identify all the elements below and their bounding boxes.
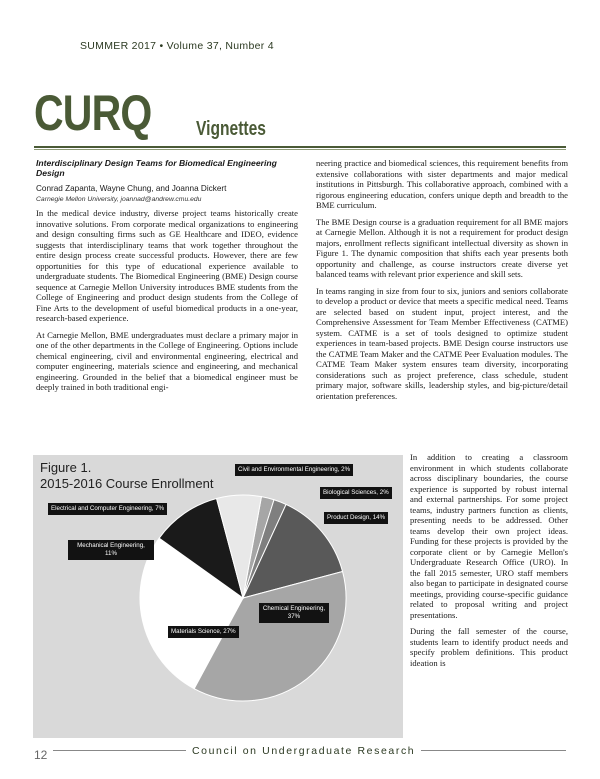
left-column	[36, 208, 298, 399]
paragraph: In teams ranging in size from four to six, juniors and seniors collaborate to develop a product or device that meets a specific medical need. Teams are selected based on student input, project interest, and the Comprehensive Assessment for Team Member Effectiveness (CATME) system. CATME is a set of tools designed to optimize student experiences in team-based projects. BME Design course instructors use the CATME Team Maker and the CATME Peer Evaluation modules. The CATME Team Maker system ensures team diversity, incorporating considerations such as project preference, class schedule, student primary major, software skills, leadership styles, and big-picture/detail orientation preferences.	[316, 285, 568, 401]
figure-subtitle: 2015-2016 Course Enrollment	[40, 476, 214, 491]
issue-line: SUMMER 2017 • Volume 37, Number 4	[80, 40, 274, 52]
paragraph: At Carnegie Mellon, BME undergraduates must declare a primary major in one of the other departments in the College of Engineering. Options include chemical engineering, civil and environmental engineering, electrical and computer engineering, materials science and engineering, and mechanical engineering. Grounded in the belief that a biomedical engineer must be deeply trained in both traditional engi-	[36, 329, 298, 392]
figure-label: Figure 1.	[40, 460, 92, 475]
page-number: 12	[34, 748, 53, 762]
article-authors: Conrad Zapanta, Wayne Chung, and Joanna Dickert	[36, 184, 227, 193]
slice-label-materials: Materials Science, 27%	[168, 626, 239, 638]
curq-logo: CURQ	[34, 85, 152, 141]
figure-title	[40, 460, 213, 492]
paragraph: The BME Design course is a graduation requirement for all BME majors at Carnegie Mellon. Although it is not a requirement for product design majors, enrollment reflects significant intellectual diversity as shown in Figure 1. The dynamic composition that shifts each year presents both opportunity and challenge, as course instructors create diverse yet balanced teams with relevant prior experience and skill sets.	[316, 216, 568, 279]
article-affiliation: Carnegie Mellon University, joannad@andrew.cmu.edu	[36, 196, 202, 203]
slice-label-chemical: Chemical Engineering, 37%	[259, 603, 329, 623]
slice-label-product-design: Product Design, 14%	[324, 512, 388, 524]
paragraph: In the medical device industry, diverse project teams historically create innovative solutions. From corporate medical organizations to engineering and design consulting firms such as GE Healthcare and IDEO, evidence suggests that interdisciplinary teams that work together throughout the entire design process create successful products. However, there are few opportunities for this type of educational experience available to undergraduate students. The Biomedical Engineering (BME) Design course sequence at Carnegie Mellon University introduces BME students from the College of Engineering and product design students from the College of Fine Arts to the development of useful biomedical products in a one-year, research-based experience.	[36, 208, 298, 323]
slice-label-biological: Biological Sciences, 2%	[320, 487, 392, 499]
article-title: Interdisciplinary Design Teams for Biomedical Engineering Design	[36, 158, 277, 178]
footer-organization: Council on Undergraduate Research	[186, 745, 421, 757]
paragraph: In addition to creating a classroom environment in which students collaborate across disciplinary boundaries, the course experience is supported by robust internal and external partnerships. For some project teams, industry partners function as clients, presenting needs to be addressed. Other teams develop their own project ideas. Funding for these projects is provided by the corporate client or by Carnegie Mellon's Undergraduate Research Office (URO). In the fall 2015 semester, URO staff members also began to participate in designated course meetings, providing course-specific guidance related to proposal writing and project presentations.	[410, 452, 568, 620]
header-rule-thin	[34, 149, 566, 150]
right-column	[316, 158, 568, 407]
slice-label-civil: Civil and Environmental Engineering, 2%	[235, 464, 353, 476]
section-title: Vignettes	[196, 118, 266, 140]
paragraph: During the fall semester of the course, students learn to identify product needs and specify problem definitions. This product ideation is	[410, 626, 568, 668]
slice-label-mechanical: Mechanical Engineering, 11%	[68, 540, 154, 560]
slice-label-electrical: Electrical and Computer Engineering, 7%	[48, 503, 167, 515]
paragraph: neering practice and biomedical sciences, this requirement benefits from extensive collaborations with sister departments and major medical institutions in Pittsburgh. This collaborative approach, combined with a rigorous engineering education, confers unique depth and breadth to the BME curriculum.	[316, 158, 568, 210]
narrow-column	[410, 452, 568, 674]
header-rule	[34, 146, 566, 148]
